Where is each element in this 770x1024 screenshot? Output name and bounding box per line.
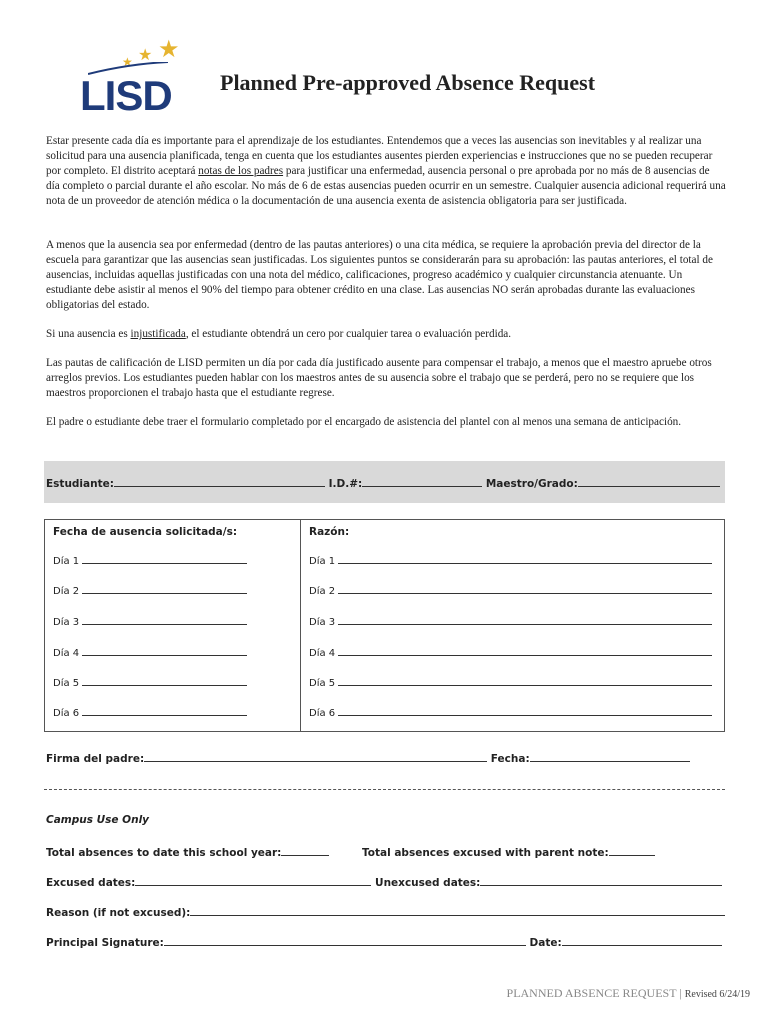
reason-row-3: Día 3 (309, 615, 712, 628)
dates-line: Excused dates: Unexcused dates: (46, 876, 722, 889)
campus-use-heading: Campus Use Only (46, 814, 150, 826)
date-row-1: Día 1 (53, 554, 247, 567)
total-absences-field[interactable] (281, 846, 329, 856)
page-footer: PLANNED ABSENCE REQUEST | Revised 6/24/19 (506, 986, 750, 1000)
date-row-4: Día 4 (53, 646, 247, 659)
principal-signature-field[interactable] (164, 936, 526, 946)
student-field[interactable] (114, 477, 325, 487)
reason-row-2: Día 2 (309, 584, 712, 597)
parent-note-field[interactable] (609, 846, 655, 856)
parent-note-line: Total absences excused with parent note: (362, 846, 655, 859)
star-icon: ★ (138, 47, 153, 64)
reason-field-2[interactable] (338, 584, 712, 594)
reason-row-6: Día 6 (309, 706, 712, 719)
total-absences-line: Total absences to date this school year: (46, 846, 329, 859)
reason-not-excused-field[interactable] (190, 906, 725, 916)
paragraph-grading: Las pautas de calificación de LISD permiten un día por cada día justificado ausente para compensar el trabajo, a menos que el maestro apruebe otros arreglos previos. Los estudiantes pueden hablar con los maestros antes de su ausencia sobre el trabajo que se perderá, pero no se requiere que los maestros proporcionen el trabajo hasta que el estudiante regrese. (46, 357, 712, 399)
page-title: Planned Pre-approved Absence Request (220, 70, 596, 95)
paragraph-attendance: Estar presente cada día es importante para el aprendizaje de los estudiantes. Entendemos que a veces las ausencias son inevitables y al realizar una solicitud para una ausencia planificada, tenga en cuenta que los estudiantes ausentes pierden experiencias e instrucciones que no se pueden recuperar por completo. El distrito aceptará notas de los padres para justificar una enfermedad, ausencia personal o pre aprobada por no más de 8 ausencias de día completo o parcial durante el año escolar. No más de 6 de estas ausencias pueden ocurrir en un semestre. Cualquier ausencia adicional requerirá una nota de un proveedor de atención médica o la documentación de una ausencia exenta de asistencia obligatoria para ser justificada. (46, 135, 726, 207)
reason-field-5[interactable] (338, 676, 712, 686)
principal-line: Principal Signature: Date: (46, 936, 722, 949)
date-field-5[interactable] (82, 676, 247, 686)
parent-notes-underline: notas de los padres (198, 165, 284, 177)
date-header: Fecha de ausencia solicitada/s: (53, 526, 238, 538)
reason-row-1: Día 1 (309, 554, 712, 567)
lisd-logo (80, 37, 180, 119)
excused-dates-field[interactable] (135, 876, 371, 886)
reason-header: Razón: (309, 526, 350, 538)
paragraph-unexcused: Si una ausencia es injustificada, el estudiante obtendrá un cero por cualquier tarea o evaluación perdida. (46, 328, 512, 340)
date-row-2: Día 2 (53, 584, 247, 597)
absence-table (44, 519, 725, 732)
cut-line-divider (44, 789, 725, 790)
reason-row-4: Día 4 (309, 646, 712, 659)
id-field[interactable] (362, 477, 482, 487)
star-icon: ★ (158, 37, 180, 63)
reason-field-4[interactable] (338, 646, 712, 656)
date-field-1[interactable] (82, 554, 247, 564)
date-field-3[interactable] (82, 615, 247, 625)
date-field-2[interactable] (82, 584, 247, 594)
date-row-3: Día 3 (53, 615, 247, 628)
table-divider (300, 520, 301, 731)
logo-text: LISD (80, 72, 172, 119)
parent-signature-field[interactable] (144, 752, 487, 762)
reason-row-5: Día 5 (309, 676, 712, 689)
date-field-4[interactable] (82, 646, 247, 656)
reason-field-3[interactable] (338, 615, 712, 625)
reason-field-1[interactable] (338, 554, 712, 564)
signature-line: Firma del padre: Fecha: (46, 752, 690, 765)
paragraph-submit: El padre o estudiante debe traer el formulario completado por el encargado de asistencia del plantel con al menos una semana de anticipación. (46, 416, 682, 428)
date-field-6[interactable] (82, 706, 247, 716)
date-row-6: Día 6 (53, 706, 247, 719)
student-info-line: Estudiante: I.D.#: Maestro/Grado: (46, 477, 720, 490)
principal-date-field[interactable] (562, 936, 722, 946)
star-icon: ★ (122, 55, 133, 69)
signature-date-field[interactable] (530, 752, 690, 762)
paragraph-approval: A menos que la ausencia sea por enfermedad (dentro de las pautas anteriores) o una cita médica, se requiere la aprobación previa del director de la escuela para garantizar que las ausencias sean justificadas. Los siguientes puntos se considerarán para su aprobación: las pautas anteriores, el total de ausencias, incluidas aquellas justificadas con una nota del médico, calificaciones, progreso académico y cualquier circunstancia atenuante. Un estudiante debe asistir al menos el 90% del tiempo para obtener crédito en una clase. Las ausencias NO serán aprobadas durante las evaluaciones obligatorias del estado. (46, 239, 713, 311)
reason-line: Reason (if not excused): (46, 906, 725, 919)
teacher-grade-field[interactable] (578, 477, 720, 487)
date-row-5: Día 5 (53, 676, 247, 689)
unexcused-dates-field[interactable] (480, 876, 722, 886)
reason-field-6[interactable] (338, 706, 712, 716)
